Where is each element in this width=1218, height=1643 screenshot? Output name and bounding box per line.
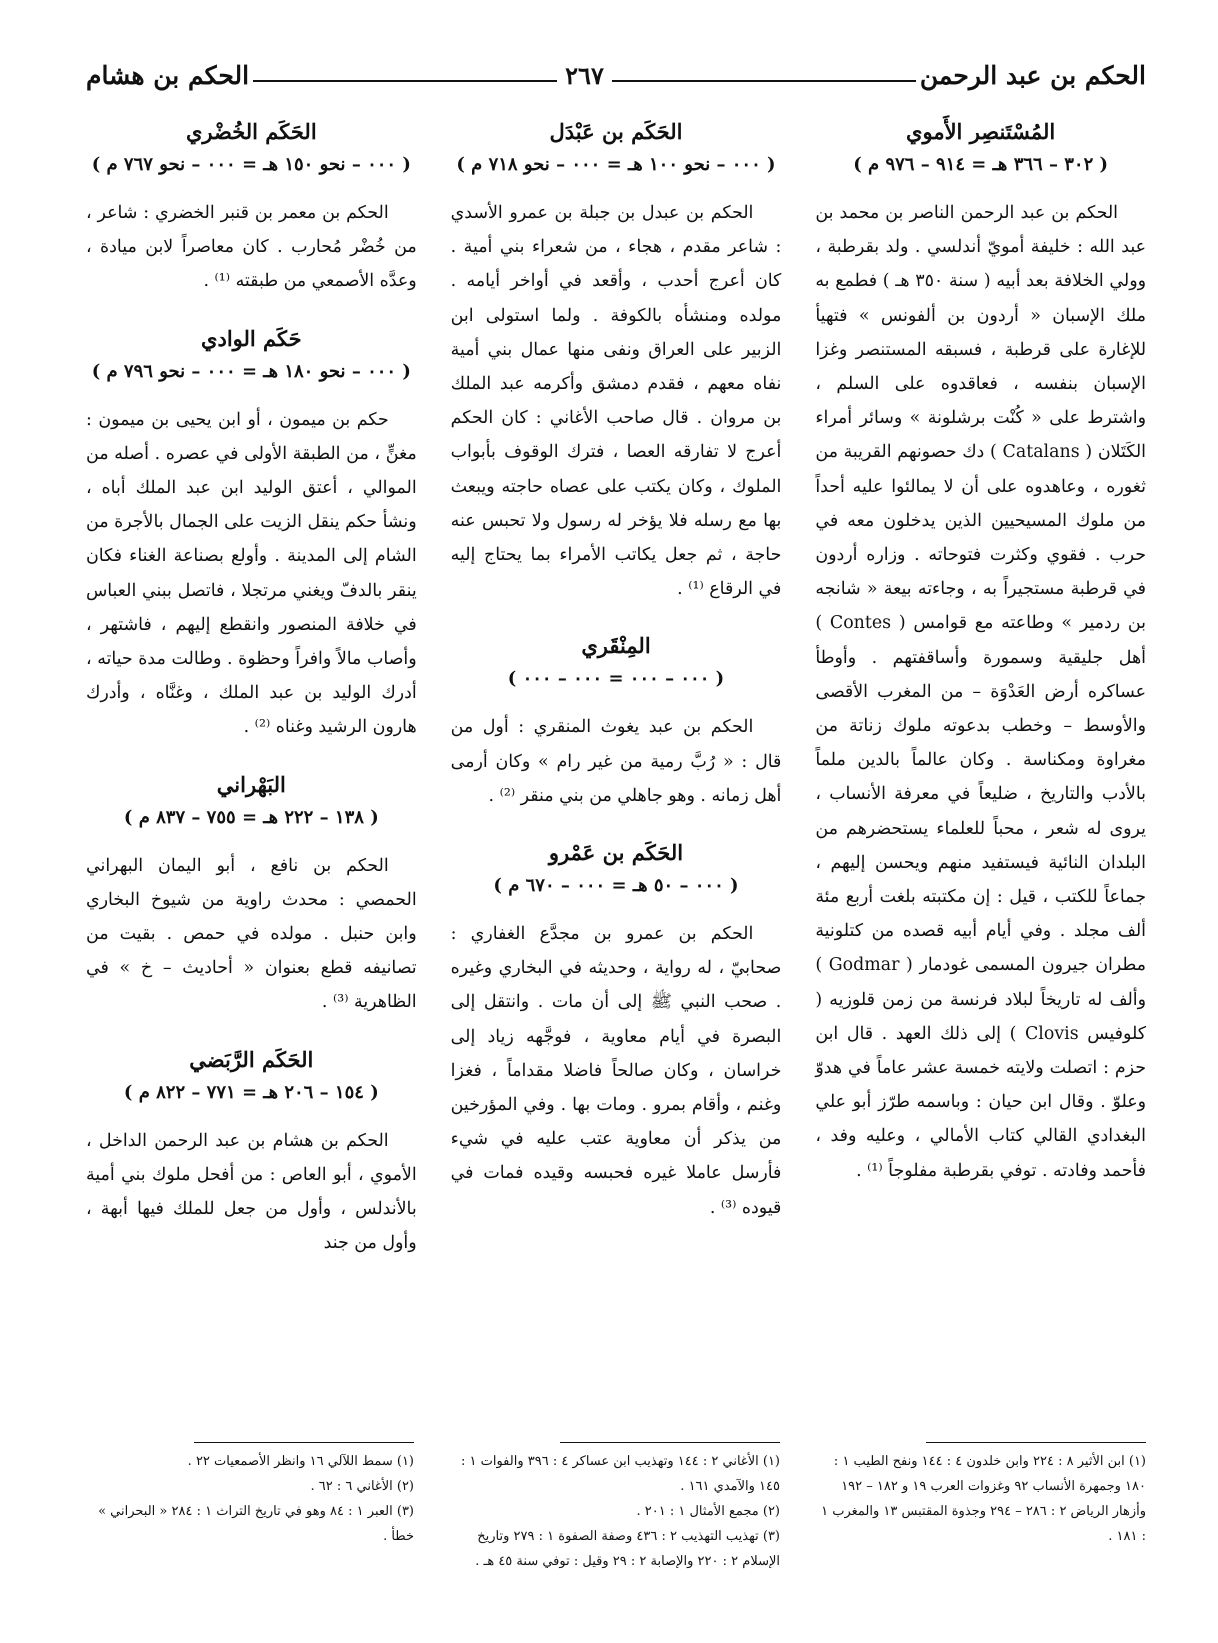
entry [451, 114, 782, 606]
footnote-rule [560, 1442, 780, 1443]
entry-title: الحَكَم بن عَبْدَل [549, 119, 683, 144]
footnote: (٢) مجمع الأمثال ١ : ٢٠١ . [636, 1504, 780, 1519]
entry [86, 321, 417, 745]
entry-title: البَهْراني [216, 771, 286, 797]
entry [451, 835, 782, 1225]
header-rule-left [253, 80, 557, 82]
entry-dates: ( ٠٠٠ – نحو ١٥٠ هـ = ٠٠٠ – نحو ٧٦٧ م ) [91, 154, 411, 175]
entry-title: الحَكَم الخُضْري [185, 119, 317, 144]
entry [451, 628, 782, 813]
entry-body: الحكم بن عبدل بن جبلة بن عمرو الأسدي : شاعر مقدم ، هجاء ، من شعراء بني أمية . كان أعرج أحدب ، وأقعد في أواخر أيامه . مولده ومنشأه بالكوفة . ولما استولى ابن الزبير على العراق ونفى منها عمال بني أمية نفاه معهم ، فقدم دمشق وأكرمه عبد الملك بن مروان . قال صاحب الأغاني : كان الحكم أعرج لا تفارقه العصا ، فترك الوقوف بأبواب الملوك ، وكان يكتب على عصاه حاجته ويبعث بها مع رسله فلا يؤخر له رسول ولا تحبس عنه حاجة ، ثم جعل يكاتب الأمراء بما يحتاج إليه في الرقاع ⁽¹⁾ . [450, 203, 782, 600]
footnotes-right [814, 1442, 1146, 1549]
entry-dates: ( ٠٠٠ – نحو ١٠٠ هـ = ٠٠٠ – نحو ٧١٨ م ) [456, 154, 776, 175]
entry-body: الحكم بن عبد الرحمن الناصر بن محمد بن عبد الله : خليفة أمويّ أندلسي . ولد بقرطبة ، وولي الخلافة بعد أبيه ( سنة ٣٥٠ هـ ) فطمع به ملك الإسبان « أردون بن ألفونس » فتهيأ للإغارة على قرطبة ، فسبقه المستنصر وغزا الإسبان بنفسه ، فعاقدوه على السلم ، واشترط على « كُنْت برشلونة » وسائر أمراء الكَتَلان ( Catalans ) دك حصونهم القريبة من ثغوره ، وعاهدوه على أن لا يمالئوا عليه أحداً من ملوك المسيحيين الذين يدخلون معه في حرب . فقوي وكثرت فتوحاته . وزاره أردون في قرطبة مستجيراً به ، وجاءته بيعة « شانجه بن ردمير » وطاعته مع قوامس ( Contes ) أهل جليقية وسمورة وأساقفتهم . وأوطأ عساكره أرض العَدْوَة – من المغرب الأقصى والأوسط – وخطب بدعوته ملوك زناتة من مغراوة ومكناسة . وكان عالماً بالدين ملماً بالأدب والتاريخ ، ضليعاً في معرفة الأنساب ، يروى له شعر ، محباً للعلماء يستحضرهم من البلدان النائية فيستفيد منهم ويحسن إليهم ، جماعاً للكتب ، قيل : إن مكتبته بلغت أربع مئة ألف مجلد . وفي أيام أبيه قصده من كتلونية مطران جيرون المسمى غودمار ( Godmar ) وألف له تاريخاً لبلاد فرنسة من زمن قلوزيه ( كلوفيس Clovis ) إلى ذلك العهد . قال ابن حزم : اتصلت ولايته خمسة عشر عاماً في هدوّ وعلوّ . وقال ابن حيان : وباسمه طرّز أبو علي البغدادي القالي كتاب الأمالي ، وعليه وفد ، فأحمد وفادته . توفي بقرطبة مفلوجاً ⁽¹⁾ . [815, 203, 1147, 1181]
entry-body: الحكم بن عبد يغوث المنقري : أول من قال : « رُبَّ رمية من غير رام » وكان أرمى أهل زمانه . وهو جاهلي من بني منقر ⁽²⁾ . [450, 717, 782, 806]
entry-dates: ( ١٣٨ – ٢٢٢ هـ = ٧٥٥ – ٨٣٧ م ) [123, 806, 379, 828]
entry-dates: ( ١٥٤ – ٢٠٦ هـ = ٧٧١ – ٨٢٢ م ) [123, 1081, 379, 1103]
footnote: (١) الأغاني ٢ : ١٤٤ وتهذيب ابن عساكر ٤ : ٣٩٦ والفوات ١ : ١٤٥ والآمدي ١٦١ . [460, 1454, 780, 1494]
footnotes-left [82, 1442, 414, 1549]
header-left-title: الحكم بن هشام [85, 60, 250, 90]
entry [86, 767, 417, 1020]
entry [86, 1042, 417, 1261]
entry-title: المُسْتَنصِر الأَموي [906, 119, 1056, 144]
entry-title: الحَكَم بن عَمْرو [548, 840, 684, 866]
footnote: (١) ابن الأثير ٨ : ٢٢٤ وابن خلدون ٤ : ١٤٤ ونفح الطيب ١ : ١٨٠ وجمهرة الأنساب ٩٢ وغزوات العرب ١٩ و ١٨٢ – ١٩٢ وأزهار الرياض ٢ : ٢٨٦ – ٢٩٤ وجذوة المقتبس ١٣ والمغرب ١ : ١٨١ . [821, 1454, 1146, 1544]
footnote-rule [926, 1442, 1146, 1443]
entry-body: حكم بن ميمون ، أو ابن يحيى بن ميمون : مغنٍّ ، من الطبقة الأولى في عصره . أصله من الموالي ، أعتق الوليد ابن عبد الملك أباه ، ونشأ حكم ينقل الزيت على الجمال بالأجرة من الشام إلى المدينة . وأولع بصناعة الغناء فكان ينقر بالدفّ ويغني مرتجلا ، فاتصل ببني العباس في خلافة المنصور وانقطع إليهم ، فاشتهر ، وأصاب مالاً وافراً وحظوة . وطالت مدة حياته ، أدرك الوليد بن عبد الملك ، وغنَّاه ، وأدرك هارون الرشيد وغناه ⁽²⁾ . [85, 409, 417, 738]
footnotes-middle [448, 1442, 780, 1574]
column-right [815, 114, 1146, 1260]
entry-title: المِنْقَري [581, 633, 651, 659]
entry-body: الحكم بن عمرو بن مجدَّع الغفاري : صحابيّ ، له رواية ، وحديثه في البخاري وغيره . صحب النبي ﷺ إلى أن مات . وانتقل إلى البصرة في أيام معاوية ، فوجَّهه زياد إلى خراسان ، وكان صالحاً فاضلا مقداماً ، فغزا وغنم ، وأقام بمرو . ومات بها . وفي المؤرخين من يذكر أن معاوية عتب عليه في شيء فأرسل عاملا غيره فحبسه وقيده فمات في قيوده ⁽³⁾ . [450, 924, 782, 1218]
entry [86, 114, 417, 299]
entry-body: الحكم بن معمر بن قنبر الخضري : شاعر ، من خُضْر مُحارب . كان معاصراً لابن ميادة ، وعدَّه الأصمعي من طبقته ⁽¹⁾ . [85, 203, 417, 292]
entry [815, 114, 1146, 1188]
header-rule-right [612, 80, 916, 82]
entry-body: الحكم بن هشام بن عبد الرحمن الداخل ، الأموي ، أبو العاص : من أفحل ملوك بني أمية بالأندلس ، وأول من جعل للملك فيها أبهة ، وأول من جند [85, 1130, 417, 1254]
footnote-rule [194, 1442, 414, 1443]
footnote: (٢) الأغاني ٦ : ٦٢ . [310, 1479, 414, 1494]
running-header [86, 50, 1146, 100]
entry-dates: ( ٣٠٢ – ٣٦٦ هـ = ٩١٤ – ٩٧٦ م ) [853, 154, 1109, 175]
footnote: (٣) العبر ١ : ٨٤ وهو في تاريخ التراث ١ : ٢٨٤ « البحراني » خطأ . [98, 1504, 414, 1544]
entry-dates: ( ٠٠٠ – ٠٠٠ = ٠٠٠ – ٠٠٠ ) [507, 668, 725, 690]
footnote: (١) سمط اللآلي ١٦ وانظر الأصمعيات ٢٢ . [187, 1454, 414, 1469]
footnote: (٣) تهذيب التهذيب ٢ : ٤٣٦ وصفة الصفوة ١ : ٢٧٩ وتاريخ الإسلام ٢ : ٢٢٠ والإصابة ٢ : ٢٩ وقيل : توفي سنة ٤٥ هـ . [475, 1529, 780, 1569]
entry-dates: ( ٠٠٠ – نحو ١٨٠ هـ = ٠٠٠ – نحو ٧٩٦ م ) [91, 360, 411, 382]
entry-title: حَكَم الوادي [201, 325, 302, 351]
entry-title: الحَكَم الرَّبَضي [189, 1046, 314, 1072]
entry-body: الحكم بن نافع ، أبو اليمان البهراني الحمصي : محدث راوية من شيوخ البخاري وابن حنبل . مولده في حمص . بقيت من تصانيفه قطع بعنوان « أحاديث – خ » في الظاهرية ⁽³⁾ . [85, 855, 417, 1013]
header-right-title: الحكم بن عبد الرحمن [919, 60, 1146, 90]
column-left [86, 114, 417, 1260]
page-number: ٢٦٧ [565, 60, 604, 90]
entry-dates: ( ٠٠٠ – ٥٠ هـ = ٠٠٠ – ٦٧٠ م ) [493, 875, 739, 897]
column-middle [451, 114, 782, 1260]
text-columns [86, 114, 1146, 1260]
